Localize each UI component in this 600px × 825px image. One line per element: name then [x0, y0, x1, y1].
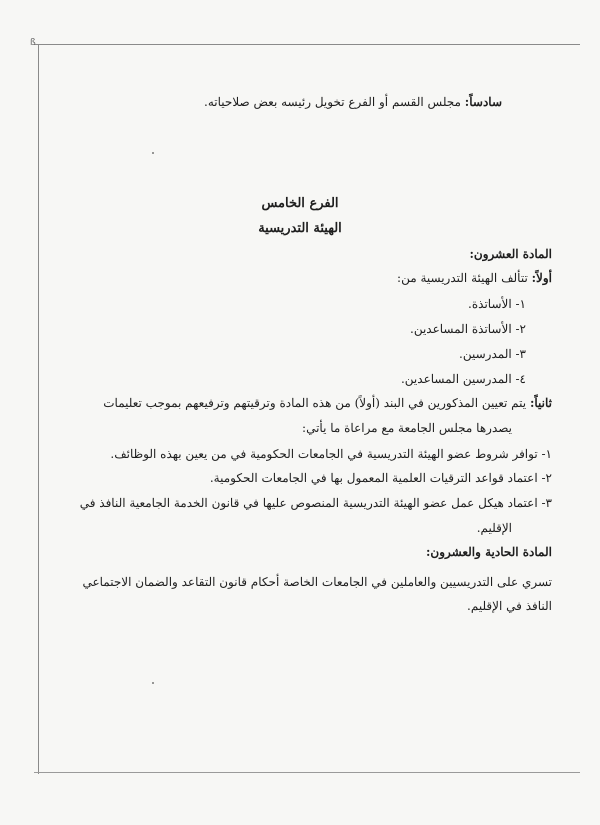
- second-label: ثانياً:: [529, 396, 552, 410]
- article-21-title: المادة الحادية والعشرون:: [425, 545, 552, 559]
- condition-3-continuation: الإقليم.: [476, 521, 512, 535]
- article-20-title: المادة العشرون:: [469, 247, 552, 261]
- intro-line: [204, 94, 502, 110]
- rank-item: ٣- المدرسين.: [459, 347, 526, 361]
- article-20-first: [397, 270, 552, 286]
- rank-item: ١- الأساتذة.: [468, 297, 526, 311]
- article-20-second-continuation: يصدرها مجلس الجامعة مع مراعاة ما يأتي:: [302, 421, 512, 435]
- scan-speck: [152, 152, 154, 154]
- article-21-body-2: النافذ في الإقليم.: [467, 599, 552, 613]
- first-text: تتألف الهيئة التدريسية من:: [397, 271, 532, 285]
- condition-item: ١- توافر شروط عضو الهيئة التدريسية في الجامعات الحكومية في من يعين بهذه الوظائف.: [110, 447, 552, 461]
- intro-text: مجلس القسم أو الفرع تخويل رئيسه بعض صلاحياته.: [204, 95, 465, 109]
- article-20-second: [103, 395, 552, 411]
- condition-item: ٣- اعتماد هيكل عمل عضو الهيئة التدريسية المنصوص عليها في قانون الخدمة الجامعية النافذ في: [79, 496, 552, 510]
- rank-item: ٢- الأساتذة المساعدين.: [410, 322, 526, 336]
- section-subheading: الهيئة التدريسية: [258, 221, 342, 236]
- scan-speck: [152, 682, 154, 684]
- page-border-left: [38, 44, 39, 774]
- second-text: يتم تعيين المذكورين في البند (أولاً) من هذه المادة وترقيتهم وترفيعهم بموجب تعليمات: [103, 396, 530, 410]
- page-border-bottom: [34, 772, 580, 773]
- intro-label: سادساً:: [464, 95, 502, 109]
- rank-item: ٤- المدرسين المساعدين.: [400, 372, 526, 386]
- article-21-body-1: تسري على التدريسيين والعاملين في الجامعات الخاصة أحكام قانون التقاعد والضمان الاجتماعي: [82, 575, 552, 589]
- first-label: أولاً:: [531, 271, 552, 285]
- corner-mark: ß: [30, 38, 36, 48]
- page-border-top: [34, 44, 580, 45]
- condition-item: ٢- اعتماد قواعد الترقيات العلمية المعمول بها في الجامعات الحكومية.: [209, 471, 552, 485]
- section-heading: الفرع الخامس: [261, 196, 339, 211]
